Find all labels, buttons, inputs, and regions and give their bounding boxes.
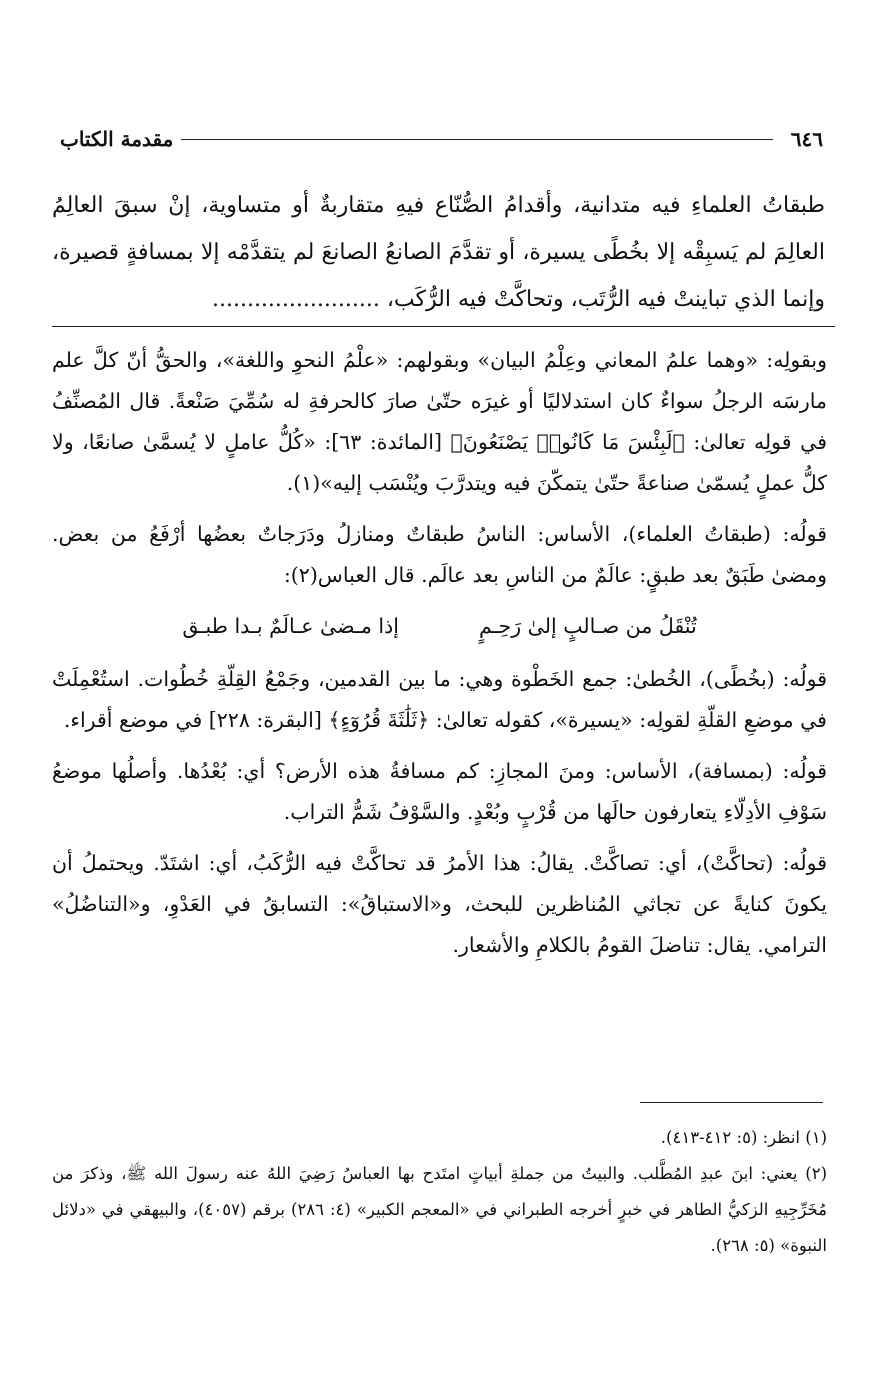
commentary-paragraph: قولُه: (طبقاتُ العلماء)، الأساس: الناسُ طبقاتٌ ومنازلُ ودَرَجاتٌ بعضُها أرْفَعُ من بعض. ومضىٰ طَبَقٌ بعد طبقٍ: عالَمٌ من الناسِ بعد عالَم. قال العباس(٢): [52,522,827,587]
header-rule [181,139,772,140]
commentary-paragraph: قولُه: (تحاكَّتْ)، أي: تصاكَّتْ. يقالُ: هذا الأمرُ قد تحاكَّتْ فيه الرُّكَبُ، أي: اشتَدّ. ويحتملُ أن يكونَ كنايةً عن تجاثي المُناظرين للبحث، و«الاستباقُ»: التسابقُ في العَدْوِ، و«التناضُلُ» الترامي. يقال: تناضلَ القومُ بالكلامِ والأشعار. [52,851,827,957]
footnote-divider [640,1102,823,1103]
footnote: (١) انظر: (٥: ٤١٢-٤١٣). [660,1128,827,1147]
verse-second-hemistich: إذا مـضىٰ عـالَمٌ بـدا طبـق [182,614,399,638]
commentary-paragraph: قولُه: (بمسافة)، الأساس: ومنَ المجازِ: كم مسافةُ هذه الأرض؟ أي: بُعْدُها. وأصلُها موضعُ سَوْفِ الأدِلّاءِ يتعارفون حالَها من قُرْبٍ وبُعْدٍ. والسَّوْفُ شَمُّ التراب. [52,759,827,824]
main-text-divider [52,326,835,327]
commentary [52,340,827,976]
commentary-paragraph: قولُه: (بخُطًى)، الخُطىٰ: جمع الخَطْوة وهي: ما بين القدمين، وجَمْعُ القِلّةِ خُطُوات. استُعْمِلَتْ في موضعِ القلّةِ لقولِه: «يسيرة»، كقوله تعالىٰ: ﴿ثَلَٰثَةَ قُرُوٓءٍ﴾ [البقرة: ٢٢٨] في موضع أقراء. [52,667,827,732]
footnote: (٢) يعني: ابنَ عبدِ المُطَّلب. والبيتُ من جملةِ أبياتٍ امتَدح بها العباسُ رَضِيَ اللهُ عنه رسولَ الله ﷺ، وذكرَ من مُخَرِّجِيهِ الزكيُّ الطاهر في خبرٍ أخرجه الطبراني في «المعجم الكبير» (٤: ٢٨٦) برقم (٤٠٥٧)، والبيهقي في «دلائل النبوة» (٥: ٢٦٨). [52,1164,827,1255]
poetry-verse [52,606,827,647]
running-header [60,122,823,156]
header-title: مقدمة الكتاب [60,127,174,151]
commentary-paragraph: وبقولِه: «وهما علمُ المعاني وعِلْمُ البيان» وبقولهم: «علْمُ النحوِ واللغة»، والحقُّ أنّ كلَّ علم مارسَه الرجلُ سواءٌ كان استدلاليًا أو غيرَه حتّىٰ صارَ كالحرفةِ له سُمِّيَ صَنْعةً. قال المُصنِّفُ في قولِه تعالىٰ: ﴿لَبِئْسَ مَا كَانُوا۟ يَصْنَعُونَ﴾ [المائدة: ٦٣]: «كُلُّ عاملٍ لا يُسمَّىٰ صانعًا، ولا كلُّ عملٍ يُسمّىٰ صناعةً حتّىٰ يتمكّنَ فيه ويتدرَّبَ ويُنْسَب إليه»(١). [52,348,827,495]
page-number: ٦٤٦ [790,127,823,151]
footnotes [52,1120,827,1264]
verse-first-hemistich: تُنْقَلُ من صـالبٍ إلىٰ رَحِـمٍ [478,614,697,638]
main-text: طبقاتُ العلماءِ فيه متدانية، وأقدامُ الصُّنّاع فيهِ متقاربةٌ أو متساوية، إنْ سبقَ العالِمُ العالِمَ لم يَسبِقْه إلا بخُطًى يسيرة، أو تقدَّمَ الصانعُ الصانعَ لم يتقدَّمْه إلا بمسافةٍ قصيرة، وإنما الذي تباينتْ فيه الرُّتَب، وتحاكَّتْ فيه الرُّكَب، ........................ [52,193,825,312]
